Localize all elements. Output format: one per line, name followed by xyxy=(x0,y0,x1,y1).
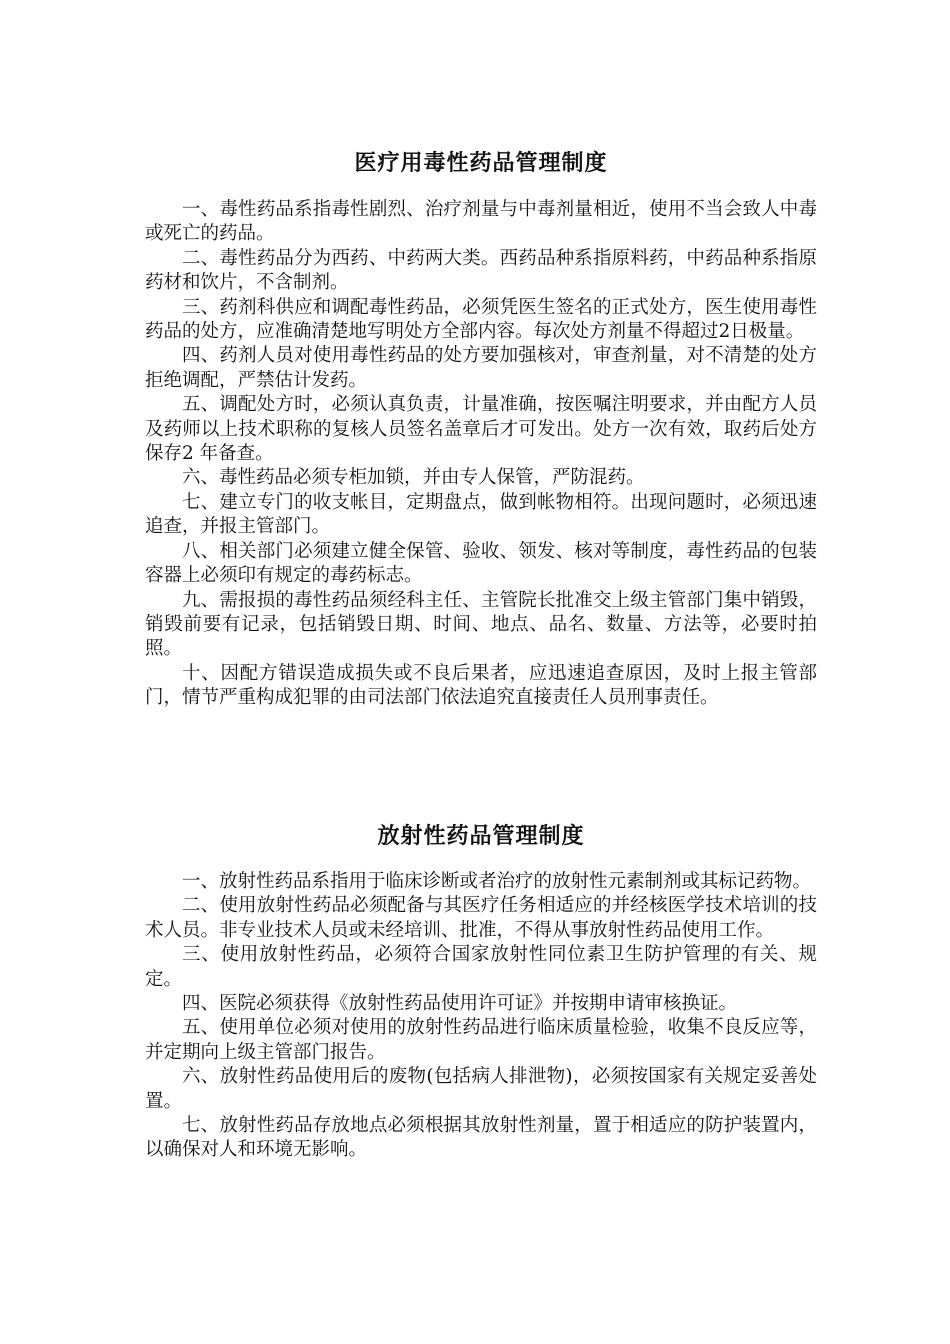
paragraph: 五、使用单位必须对使用的放射性药品进行临床质量检验，收集不良反应等，并定期向上级主管部门报告。 xyxy=(145,1017,817,1063)
paragraph: 四、药剂人员对使用毒性药品的处方要加强核对，审查剂量，对不清楚的处方拒绝调配，严禁估计发药。 xyxy=(145,345,817,391)
toxic-drug-policy-title: 医疗用毒性药品管理制度 xyxy=(354,150,608,176)
paragraph: 十、因配方错误造成损失或不良后果者，应迅速追查原因，及时上报主管部门，情节严重构成犯罪的由司法部门依法追究直接责任人员刑事责任。 xyxy=(145,662,817,709)
paragraph: 七、建立专门的收支帐目，定期盘点，做到帐物相符。出现问题时，必须迅速追查，并报主管部门。 xyxy=(145,491,817,538)
paragraph: 六、毒性药品必须专柜加锁，并由专人保管，严防混药。 xyxy=(182,467,645,489)
toxic-drug-policy-body xyxy=(145,198,817,711)
paragraph: 七、放射性药品存放地点必须根据其放射性剂量，置于相适应的防护装置内，以确保对人和环境无影响。 xyxy=(145,1115,817,1161)
radioactive-drug-policy-body xyxy=(145,870,817,1163)
paragraph: 六、放射性药品使用后的废物(包括病人排泄物)，必须按国家有关规定妥善处置。 xyxy=(145,1066,817,1112)
paragraph: 八、相关部门必须建立健全保管、验收、领发、核对等制度，毒性药品的包装容器上必须印有规定的毒药标志。 xyxy=(145,540,817,587)
paragraph: 二、毒性药品分为西药、中药两大类。西药品种系指原料药，中药品种系指原药材和饮片，不含制剂。 xyxy=(145,247,817,294)
paragraph: 五、调配处方时，必须认真负责，计量准确，按医嘱注明要求，并由配方人员及药师以上技术职称的复核人员签名盖章后才可发出。处方一次有效，取药后处方保存2 年备查。 xyxy=(145,394,817,465)
paragraph: 九、需报损的毒性药品须经科主任、主管院长批准交上级主管部门集中销毁，销毁前要有记录，包括销毁日期、时间、地点、品名、数量、方法等，必要时拍照。 xyxy=(145,589,817,660)
paragraph: 三、使用放射性药品，必须符合国家放射性同位素卫生防护管理的有关、规定。 xyxy=(145,944,817,990)
paragraph: 一、毒性药品系指毒性剧烈、治疗剂量与中毒剂量相近，使用不当会致人中毒或死亡的药品。 xyxy=(145,199,817,245)
paragraph: 一、放射性药品系指用于临床诊断或者治疗的放射性元素制剂或其标记药物。 xyxy=(182,871,812,892)
paragraph: 三、药剂科供应和调配毒性药品，必须凭医生签名的正式处方，医生使用毒性药品的处方，应准确清楚地写明处方全部内容。每次处方剂量不得超过2日极量。 xyxy=(145,296,817,343)
paragraph: 四、医院必须获得《放射性药品使用许可证》并按期申请审核换证。 xyxy=(182,993,738,1015)
radioactive-drug-policy-title: 放射性药品管理制度 xyxy=(377,823,585,849)
paragraph: 二、使用放射性药品必须配备与其医疗任务相适应的并经核医学技术培训的技术人员。非专业技术人员或未经培训、批准，不得从事放射性药品使用工作。 xyxy=(145,895,817,941)
